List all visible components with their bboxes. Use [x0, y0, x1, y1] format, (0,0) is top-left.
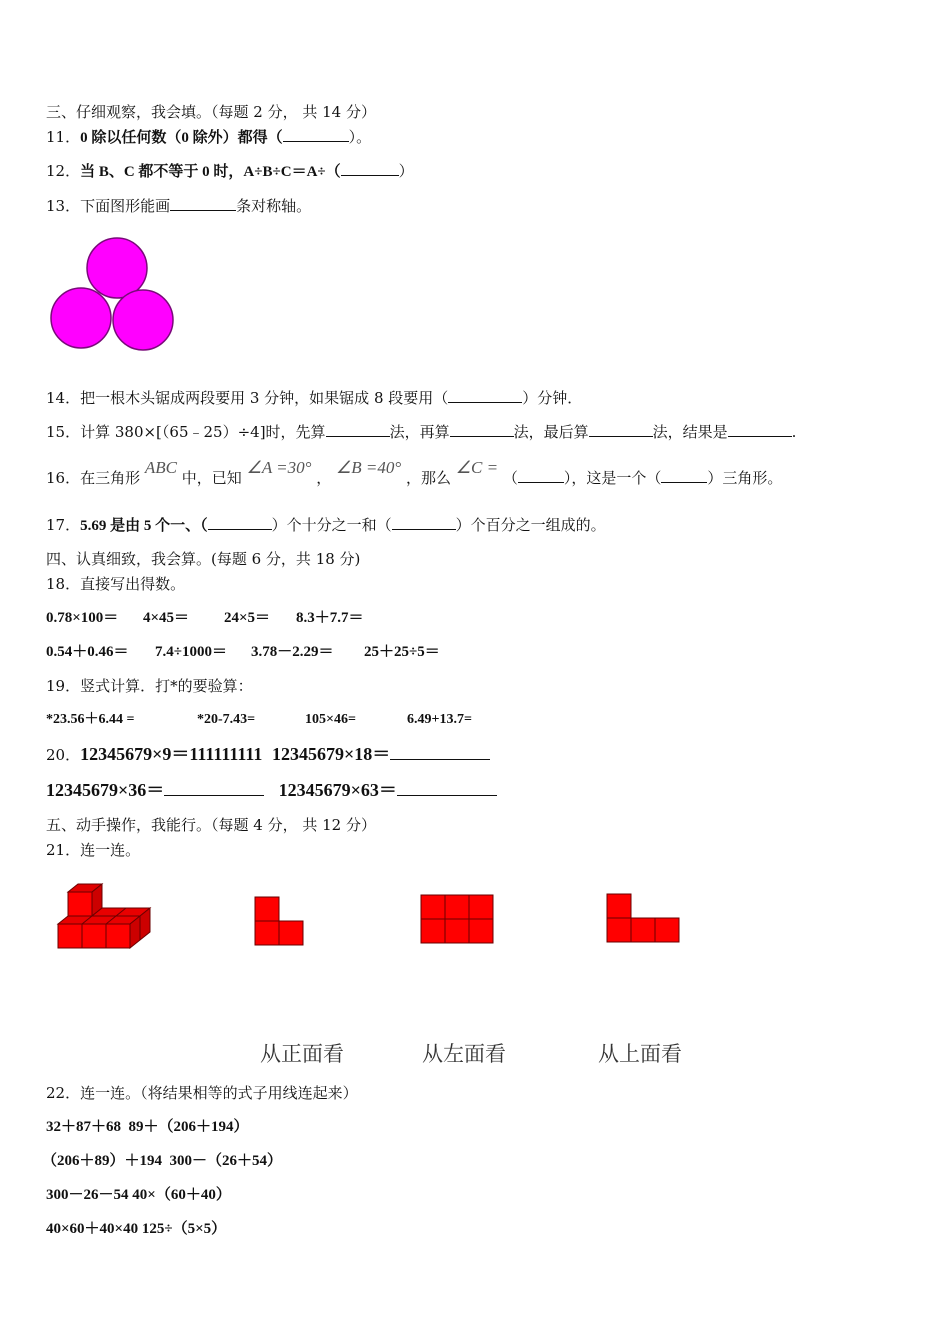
view-shape-l-small [254, 896, 306, 948]
calc-item: 25＋25÷5＝ [364, 644, 440, 660]
question-text: （ [502, 469, 518, 487]
question-13 [46, 196, 311, 216]
expression-left[interactable]: （206＋89）＋194 [42, 1153, 163, 1169]
equation: 12345679×63＝ [278, 780, 397, 800]
calc-item: *20-7.43= [197, 712, 256, 727]
calc-item: 3.78－2.29＝ [251, 644, 334, 660]
question-number: 13． [46, 197, 81, 215]
question-22 [46, 1083, 358, 1103]
question-number: 18． [46, 575, 81, 593]
equation: 12345679×18＝ [271, 744, 391, 764]
view-label-top: 从上面看 [598, 1042, 682, 1066]
calc-item: 6.49+13.7= [407, 712, 472, 727]
question-text: ）三角形。 [707, 469, 783, 487]
expression-right[interactable]: 40×（60＋40） [132, 1187, 231, 1203]
answer-blank[interactable] [448, 388, 522, 403]
question-text: ）个百分之一组成的。 [455, 516, 606, 534]
answer-blank[interactable] [283, 127, 349, 142]
math-angle-a: ∠A =30° [246, 458, 312, 477]
question-title: 连一连。 [80, 841, 141, 859]
question-text: 法，最后算 [513, 423, 589, 441]
question-text: 在三角形 [80, 469, 141, 487]
question-text: ）分钟． [522, 389, 583, 407]
question-number: 14． [46, 389, 81, 407]
expression-left[interactable]: 32＋87＋68 [46, 1119, 122, 1135]
question-text: . [791, 423, 797, 441]
question-11 [46, 127, 371, 148]
math-angle-c: ∠C = [455, 458, 499, 477]
answer-blank[interactable] [341, 161, 399, 176]
q22-row [42, 1151, 282, 1171]
answer-blank[interactable] [390, 745, 490, 760]
expression-left[interactable]: 40×60＋40×40 [46, 1221, 139, 1237]
question-text: 法，结果是 [652, 423, 728, 441]
view-shape-l-long [606, 893, 682, 945]
answer-blank[interactable] [589, 422, 653, 437]
separator: ， [316, 469, 332, 487]
calc-item: 4×45＝ [143, 610, 190, 626]
question-17 [46, 515, 606, 536]
calc-item: 24×5＝ [224, 610, 271, 626]
question-text: 把一根木头锯成两段要用 3 分钟，如果锯成 8 段要用（ [80, 389, 449, 407]
q19-row [46, 710, 472, 730]
question-text: ）个十分之一和（ [271, 516, 392, 534]
three-circles-figure [46, 232, 181, 357]
question-text: 下面图形能画 [80, 197, 171, 215]
question-number: 11． [46, 128, 81, 146]
view-shape-rectangle [420, 894, 496, 946]
q22-row [46, 1219, 226, 1239]
question-number: 17． [46, 516, 81, 534]
question-number: 12． [46, 162, 81, 180]
calc-item: 105×46= [305, 712, 356, 727]
section-5-heading: 五、动手操作，我能行。（每题 4 分， 共 12 分） [46, 816, 376, 834]
answer-blank[interactable] [450, 422, 514, 437]
answer-blank[interactable] [397, 781, 497, 796]
question-number: 20． [46, 746, 81, 764]
q22-row [46, 1185, 231, 1205]
question-title: 连一连。（将结果相等的式子用线连起来） [80, 1084, 358, 1102]
calc-item: 8.3＋7.7＝ [296, 610, 364, 626]
question-16 [46, 458, 783, 488]
question-15 [46, 422, 796, 442]
answer-blank[interactable] [728, 422, 792, 437]
question-title: 竖式计算．打*的要验算： [80, 677, 253, 695]
section-3-heading: 三、仔细观察，我会填。（每题 2 分， 共 14 分） [46, 103, 376, 121]
question-text: 5.69 是由 5 个一、（ [80, 518, 208, 534]
expression-right[interactable]: 125÷（5×5） [141, 1221, 227, 1237]
question-text: ，那么 [405, 469, 451, 487]
q22-row [46, 1117, 249, 1137]
question-text: 计算 380×[（65﹣25）÷4]时，先算 [80, 423, 326, 441]
equation: 12345679×9＝111111111 [80, 744, 263, 764]
question-text: 当 B、C 都不等于 0 时，A÷B÷C＝A÷（ [80, 164, 341, 180]
view-label-front: 从正面看 [260, 1042, 344, 1066]
expression-left[interactable]: 300－26－54 [46, 1187, 129, 1203]
answer-blank[interactable] [392, 515, 456, 530]
equation: 12345679×36＝ [46, 780, 165, 800]
answer-blank[interactable] [170, 196, 236, 211]
question-text: 中，已知 [181, 469, 242, 487]
question-number: 22． [46, 1084, 81, 1102]
question-12 [46, 161, 414, 182]
calc-item: *23.56＋6.44 = [46, 712, 135, 727]
question-text: 法，再算 [389, 423, 450, 441]
calc-item: 0.78×100＝ [46, 610, 119, 626]
question-number: 21． [46, 841, 81, 859]
expression-right[interactable]: 300－（26＋54） [169, 1153, 283, 1169]
question-text: ）。 [348, 128, 372, 146]
math-triangle-abc: ABC [144, 458, 177, 477]
answer-blank[interactable] [208, 515, 272, 530]
section-4-heading: 四、认真细致，我会算。(每题 6 分，共 18 分) [46, 550, 361, 568]
math-angle-b: ∠B =40° [336, 458, 402, 477]
answer-blank[interactable] [661, 468, 707, 483]
question-20-line-1 [46, 744, 490, 765]
question-19 [46, 676, 253, 696]
cube-stack-figure [52, 882, 152, 957]
question-title: 直接写出得数。 [80, 575, 186, 593]
answer-blank[interactable] [326, 422, 390, 437]
question-text: 0 除以任何数（0 除外）都得（ [80, 130, 283, 146]
question-text: 条对称轴。 [236, 197, 312, 215]
question-21 [46, 840, 140, 860]
question-18 [46, 574, 185, 594]
question-number: 16． [46, 469, 81, 487]
question-text: ），这是一个（ [563, 469, 662, 487]
answer-blank[interactable] [518, 468, 564, 483]
q18-row-1 [46, 608, 364, 628]
question-20-line-2 [46, 780, 497, 801]
question-number: 15． [46, 423, 81, 441]
calc-item: 0.54＋0.46＝ [46, 644, 129, 660]
view-label-left: 从左面看 [422, 1042, 506, 1066]
expression-right[interactable]: 89＋（206＋194） [128, 1119, 249, 1135]
question-text: ） [398, 162, 414, 180]
q18-row-2 [46, 642, 440, 662]
question-14 [46, 388, 582, 408]
answer-blank[interactable] [164, 781, 264, 796]
question-number: 19． [46, 677, 81, 695]
calc-item: 7.4÷1000＝ [155, 644, 227, 660]
